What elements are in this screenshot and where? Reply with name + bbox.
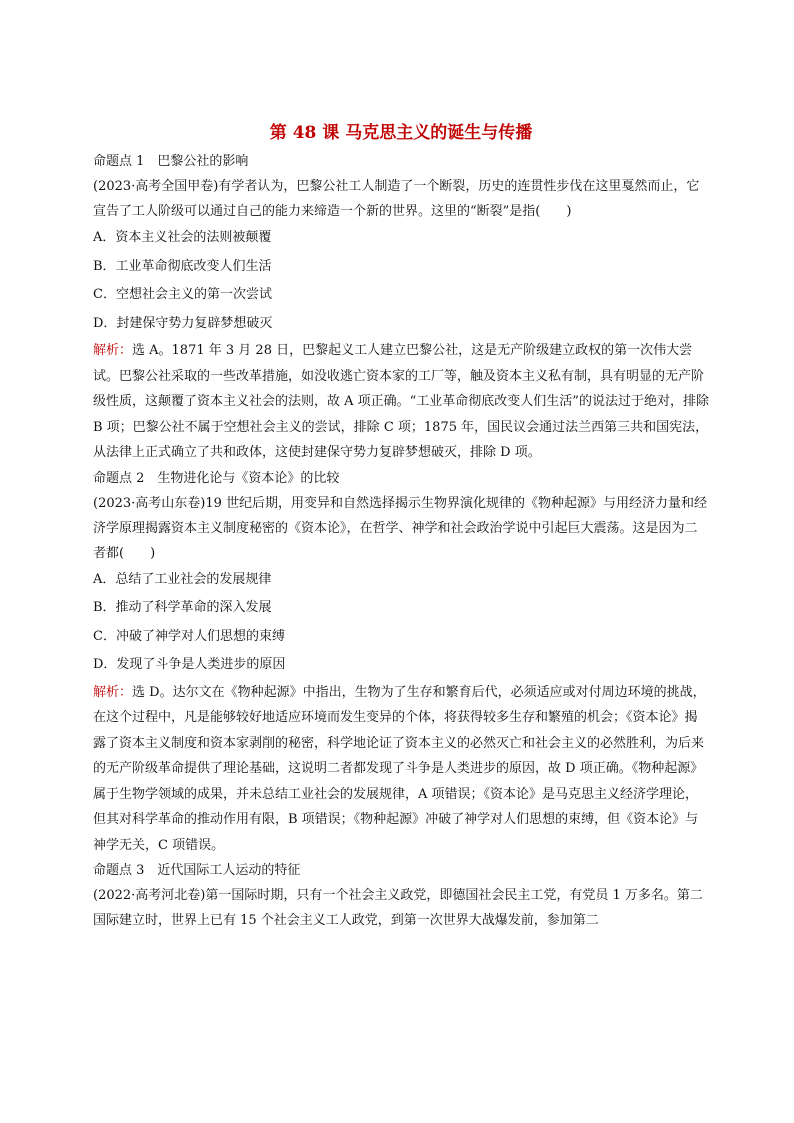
question-text: (2023·高考全国甲卷)有学者认为，巴黎公社工人制造了一个断裂，历史的连贯性步伐在这里戛然而止，它宣告了工人阶级可以通过自己的能力来缔造一个新的世界。这里的“断裂”是指( ) — [93, 179, 700, 219]
section-3 — [93, 858, 709, 933]
analysis-label: 解析： — [93, 343, 133, 358]
section-heading: 命题点 1 巴黎公社的影响 — [93, 154, 249, 169]
option-c: C．冲破了神学对人们思想的束缚 — [93, 628, 285, 644]
document-page — [93, 119, 709, 933]
section-1 — [93, 149, 709, 466]
option-a: A．资本主义社会的法则被颠覆 — [93, 230, 272, 245]
option-d: D．发现了斗争是人类进步的原因 — [93, 657, 286, 672]
section-heading: 命题点 2 生物进化论与《资本论》的比较 — [93, 470, 340, 486]
question-text: (2023·高考山东卷)19 世纪后期，用变异和自然选择揭示生物界演化规律的《物种起源》与用经济力量和经济学原理揭露资本主义制度秘密的《资本论》，在哲学、神学和社会政治学说中引起巨大震荡。这是因为二者都( ) — [93, 495, 708, 561]
analysis-paragraph — [93, 338, 709, 466]
analysis-paragraph — [93, 680, 709, 859]
page-title: 第 48 课 马克思主义的诞生与传播 — [269, 123, 533, 143]
option-b: B．工业革命彻底改变人们生活 — [93, 258, 272, 274]
analysis-label: 解析： — [93, 684, 133, 700]
analysis-text: 选 D。达尔文在《物种起源》中指出，生物为了生存和繁育后代，必须适应或对付周边环境的挑战，在这个过程中，凡是能够较好地适应环境而发生变异的个体，将获得较多生存和繁殖的机会；《资本论》揭露了资本主义制度和资本家剥削的秘密，科学地论证了资本主义的必然灭亡和社会主义的必然胜利，为后来的无产阶级革命提供了理论基础，这说明二者都发现了斗争是人类进步的原因，故 D 项正确。《物种起源》属于生物学领域的成果，并未总结工业社会的发展规律，A 项错误；《资本论》是马克思主义经济学理论，但其对科学革命的推动作用有限，B 项错误；《物种起源》冲破了神学对人们思想的束缚，但《资本论》与神学无关，C 项错误。 — [93, 684, 706, 853]
section-heading: 命题点 3 近代国际工人运动的特征 — [93, 863, 301, 878]
section-2 — [93, 466, 709, 859]
option-a: A．总结了工业社会的发展规律 — [93, 571, 272, 587]
analysis-text: 选 A。1871 年 3 月 28 日，巴黎起义工人建立巴黎公社，这是无产阶级建立政权的第一次伟大尝试。巴黎公社采取的一些改革措施，如没收逃亡资本家的工厂等，触及资本主义私有制，具有明显的无产阶级性质，这颠覆了资本主义社会的法则，故 A 项正确。“工业革命彻底改变人们生活”的说法过于绝对，排除 B 项；巴黎公社不属于空想社会主义的尝试，排除 C 项；1875 年，国民议会通过法兰西第三共和国宪法，从法律上正式确立了共和政体，这使封建保守势力复辟梦想破灭，排除 D 项。 — [93, 343, 709, 460]
option-d: D．封建保守势力复辟梦想破灭 — [93, 315, 273, 331]
option-c: C．空想社会主义的第一次尝试 — [93, 287, 272, 302]
question-text: (2022·高考河北卷)第一国际时期，只有一个社会主义政党，即德国社会民主工党，有党员 1 万多名。第二国际建立时，世界上已有 15 个社会主义工人政党，到第一次世界大战爆发前，参加第二 — [93, 888, 703, 928]
option-b: B．推动了科学革命的深入发展 — [93, 600, 272, 615]
